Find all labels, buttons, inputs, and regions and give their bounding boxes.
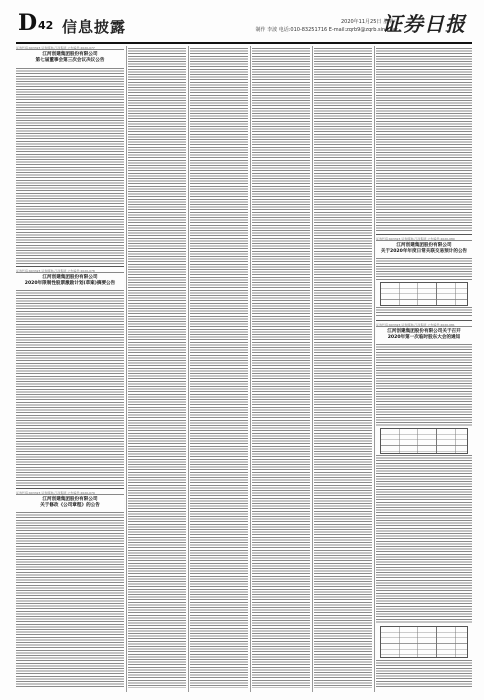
column-5-body <box>314 48 372 688</box>
article-5-title-line-2: 2020年第一次临时股东大会的通知 <box>387 335 461 340</box>
article-1-body <box>16 68 124 264</box>
article-separator <box>16 266 124 267</box>
article-separator <box>376 320 472 321</box>
column-4 <box>252 46 310 692</box>
section-title: 信息披露 <box>62 18 127 36</box>
article-1-code-line: 证券代码:603323 证券简称:江河集团 公告编号:2020-077 <box>16 46 124 50</box>
article-2-title-line-1: 江河创建集团股份有限公司 <box>42 275 98 280</box>
brand-logo: 证券日报 <box>382 12 466 36</box>
article-4-title <box>376 243 472 255</box>
article-5-body-tail <box>376 660 472 688</box>
related-transactions-table <box>380 282 468 306</box>
article-3-title-line-1: 江河创建集团股份有限公司 <box>42 497 98 502</box>
article-5-title <box>376 329 472 341</box>
article-5-title-line-1: 江河创建集团股份有限公司关于召开 <box>387 329 461 334</box>
article-3-title <box>16 497 124 509</box>
article-5-code-line: 证券代码:603323 证券简称:江河集团 公告编号:2020-081 <box>376 323 472 327</box>
date-line: 2020年11月25日 星期三 <box>340 19 398 25</box>
article-4-body-tail <box>376 307 472 317</box>
article-5-body-continued <box>376 455 472 623</box>
article-separator <box>16 488 124 489</box>
contact-line: 制作 李波 电话:010-83251716 E-mail:zqrb9@zqrb.sina.net <box>255 27 398 33</box>
article-4-body <box>376 258 472 280</box>
column-2-body <box>128 48 186 688</box>
page-number: 42 <box>38 19 54 32</box>
column-5 <box>314 46 372 692</box>
article-1-title-line-2: 第七届董事会第三次会议决议公告 <box>35 58 105 63</box>
content-columns <box>16 46 472 692</box>
column-2 <box>128 46 186 692</box>
column-6 <box>376 46 472 692</box>
masthead <box>16 8 472 44</box>
article-2-title-line-2: 2020年限制性股票激励计划(草案)摘要公告 <box>24 281 116 286</box>
article-4-code-line: 证券代码:603323 证券简称:江河集团 公告编号:2020-080 <box>376 237 472 241</box>
article-2-code-line: 证券代码:603323 证券简称:江河集团 公告编号:2020-078 <box>16 269 124 273</box>
article-2-body <box>16 290 124 486</box>
article-4-title-line-1: 江河创建集团股份有限公司 <box>396 243 452 248</box>
article-3-title-line-2: 关于修改《公司章程》的公告 <box>40 503 100 508</box>
column-6-body-top <box>376 48 472 232</box>
article-separator <box>376 234 472 235</box>
column-3-body <box>190 48 248 688</box>
column-3 <box>190 46 248 692</box>
article-5-body <box>376 344 472 426</box>
article-3-body <box>16 512 124 688</box>
article-4-title-line-2: 关于2020年年度日常关联交易预计的公告 <box>380 249 468 254</box>
article-1-title <box>16 52 124 64</box>
proposals-table <box>380 428 468 454</box>
article-3-code-line: 证券代码:603323 证券简称:江河集团 公告编号:2020-079 <box>16 491 124 495</box>
column-1 <box>16 46 124 692</box>
section-letter: D <box>18 10 38 36</box>
proxy-voting-table <box>380 626 468 658</box>
article-1-title-line-1: 江河创建集团股份有限公司 <box>42 52 98 57</box>
column-4-body <box>252 48 310 688</box>
article-2-title <box>16 275 124 287</box>
